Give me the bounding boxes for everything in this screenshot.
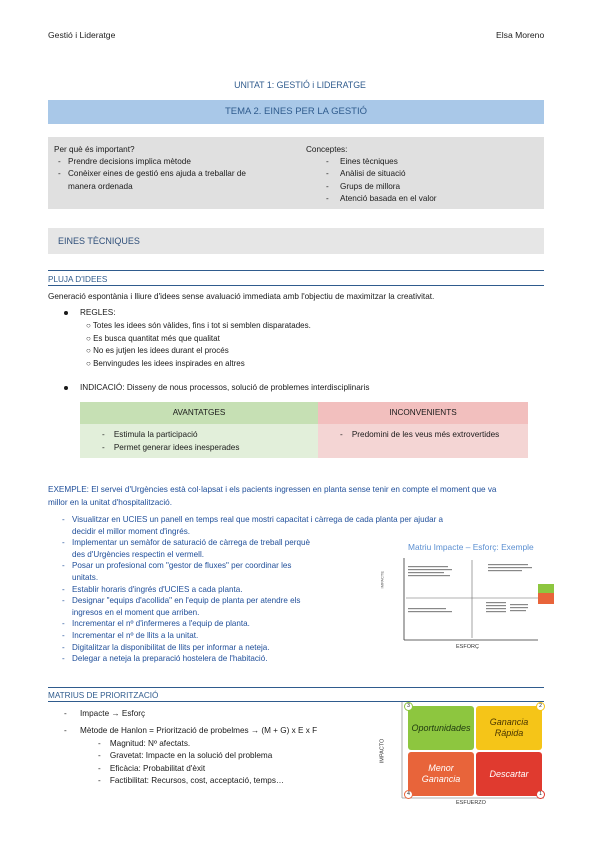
quadrant-quick-win: Ganancia Rápida — [476, 706, 542, 750]
intro-box — [48, 137, 544, 209]
pros-header: AVANTATGES — [80, 402, 318, 424]
why-title: Per què és important? — [54, 145, 135, 154]
matrix-xlabel: ESFUERZO — [456, 800, 486, 806]
quadrant-minor-gain: Menor Ganancia — [408, 752, 474, 796]
bullet-icon — [64, 386, 68, 390]
corner-badge: 4 — [404, 790, 413, 799]
unit-title: UNITAT 1: GESTIÓ i LIDERATGE — [234, 80, 366, 90]
divider — [48, 687, 544, 688]
rules-list — [86, 320, 311, 370]
cons-item: - Predomini de les veus més extrovertides — [340, 430, 500, 439]
example-matrix-svg — [378, 536, 554, 656]
concepts-column — [306, 144, 536, 205]
hanlon-item: - Factibilitat: Recursos, cost, acceptació, temps… — [98, 776, 285, 786]
matrius-title: MATRIUS DE PRIORITZACIÓ — [48, 691, 159, 700]
matrix-thumb — [538, 584, 554, 593]
example-item: - Delegar a neteja la preparació hostelera de l'habitació. — [62, 654, 268, 664]
pluja-definition: Generació espontània i lliure d'idees sense avaluació immediata amb l'objectiu de maximitzar la creativitat. — [48, 292, 435, 301]
concept-item: - Atenció basada en el valor — [326, 193, 437, 203]
example-line: millor en la unitat d'hospitalització. — [48, 497, 172, 507]
rule-item: ○ Totes les idees són vàlides, fins i tot si semblen disparatades. — [86, 321, 311, 330]
example-matrix-title: Matriu Impacte – Esforç: Exemple — [408, 542, 534, 552]
corner-badge: 1 — [536, 790, 545, 799]
example-ylabel: IMPACTE — [379, 571, 385, 589]
why-item: - Prendre decisions implica mètode — [58, 157, 191, 167]
section-title: EINES TÈCNIQUES — [48, 228, 544, 254]
example-item: - Establir horaris d'ingrés d'UCIES a cada planta. — [62, 584, 243, 594]
example-xlabel: ESFORÇ — [456, 644, 479, 650]
example-item: - Digitalitzar la disponibilitat de llits per informar a neteja. — [62, 642, 270, 652]
rule-item: ○ No es jutjen les idees durant el procés — [86, 346, 229, 355]
rule-item: ○ Es busca quantitat més que qualitat — [86, 333, 220, 343]
concept-item: - Eines tècniques — [326, 157, 398, 167]
quadrant-opportunities: Oportunidades — [408, 706, 474, 750]
pros-item: - Permet generar idees inesperades — [102, 442, 240, 452]
tema-title: TEMA 2. EINES PER LA GESTIÓ — [48, 100, 544, 124]
example-item: - Designar "equips d'acollida" en l'equip de planta per atendre els ingresos en el moment que arriben. — [62, 596, 301, 617]
corner-badge: 3 — [404, 702, 413, 711]
text-placeholder — [408, 564, 532, 612]
hanlon-sublist — [64, 738, 394, 788]
pros-cell — [80, 424, 318, 458]
divider — [48, 270, 544, 271]
example-line: EXEMPLE: El servei d'Urgències està col·lapsat i els pacients ingressen en planta sense tenir en compte el moment que va — [48, 485, 497, 494]
matrius-list — [64, 708, 394, 787]
pros-item: - Estimula la participació — [102, 430, 198, 439]
rules-label: REGLES: — [80, 308, 116, 317]
pros-cons-table — [80, 402, 528, 458]
hanlon-item: - Gravetat: Impacte en la solució del problema — [98, 751, 273, 761]
matrius-item: - Mètode de Hanlon = Priorització de probelmes → (M + G) x E x F — [64, 726, 318, 736]
indication: INDICACIÓ: Disseny de nous processos, solució de problemes interdisciplinaris — [80, 383, 370, 392]
example-item: - Incrementar el nº d'infermeres a l'equip de planta. — [62, 619, 250, 629]
pluja-title: PLUJA D'IDEES — [48, 275, 108, 284]
quadrant-discard: Descartar — [476, 752, 542, 796]
doc-header-left: Gestió i Lideratge — [48, 30, 116, 40]
divider — [48, 285, 544, 286]
example-item: - Implementar un semàfor de saturació de càrrega de treball perquè des d'Urgències respectin el vermell. — [62, 538, 310, 559]
example-item: - Posar un profesional com "gestor de fluxes" per coordinar les unitats. — [62, 561, 292, 582]
hanlon-item: - Magnitud: Nº afectats. — [98, 738, 191, 748]
why-item: - Conèixer eines de gestió ens ajuda a treballar de — [58, 169, 246, 179]
example-item: - Visualitzar en UCIES un panell en temps real que mostri capacitat i càrrega de cada planta per ajudar a decidir el millor moment d'ingrés. — [62, 515, 444, 536]
doc-header-right: Elsa Moreno — [496, 30, 545, 40]
rule-item: ○ Benvingudes les idees inspirades en altres — [86, 358, 245, 368]
matrius-item: - Impacte → Esforç — [64, 709, 146, 718]
bullet-icon — [64, 311, 68, 315]
example-item: - Incrementar el nº de llits a la unitat. — [62, 630, 199, 640]
hanlon-item: - Eficàcia: Probabilitat d'èxit — [98, 763, 206, 773]
example-text — [48, 484, 548, 509]
corner-badge: 2 — [536, 702, 545, 711]
cons-header: INCONVENIENTS — [318, 402, 528, 424]
cons-cell — [318, 424, 528, 458]
concepts-title: Conceptes: — [306, 145, 348, 154]
matrix-ylabel: IMPACTO — [379, 738, 386, 764]
why-item-cont: manera ordenada — [68, 181, 133, 191]
why-column — [54, 144, 304, 193]
concept-item: - Anàlisi de situació — [326, 169, 406, 179]
example-matrix-figure — [378, 536, 554, 656]
concept-item: - Grups de millora — [326, 181, 401, 191]
priority-matrix — [379, 698, 554, 810]
